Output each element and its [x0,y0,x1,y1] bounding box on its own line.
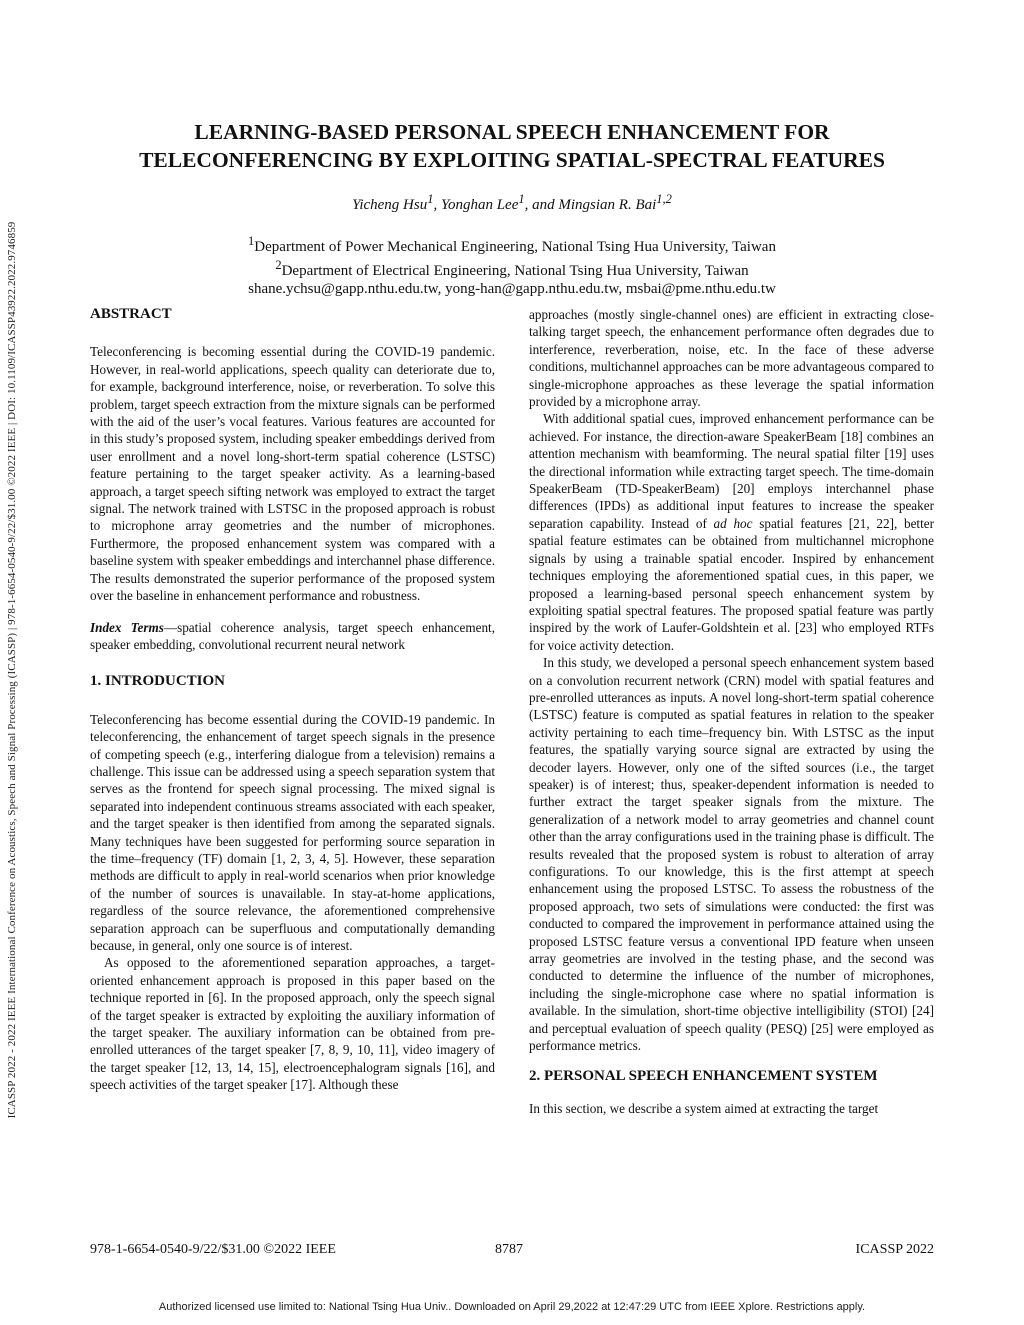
affiliation-2-sup: 2 [275,258,282,272]
index-terms-text: —spatial coherence analysis, target speech enhancement, speaker embedding, convolutional recurrent neural network [90,619,495,652]
left-column [90,306,495,1094]
index-terms-label: Index Terms [90,619,164,635]
intro-paragraph-5: In this study, we developed a personal speech enhancement system based on a convolution recurrent network (CRN) model with spatial features and pre-enrolled utterances as inputs. A novel long-short-term spatial coherence (LSTSC) feature is computed as spatial features in relation to the speaker activity pertaining to each time–frequency bin. With LSTSC as the input features, the spatially varying source signal are extracted by using the decoder layers. However, only one of the sifted sources (i.e., the target speaker) is of interest; thus, speaker-dependent information is needed to further extract the target speaker signals from the mixture. The generalization of a network model to array geometries and channel count other than the array configurations used in the training phase is difficult. The results revealed that the proposed system is robust to alteration of array configurations. To our knowledge, this is the first attempt at speech enhancement using the proposed LSTSC. To assess the robustness of the proposed approach, two sets of simulations were conducted: the first was conducted to compared the improvement in performance attained using the proposed LSTSC feature versus a conventional IPD feature when unseen array geometries are involved in the testing phase, and the second was conducted to determine the influence of the number of microphones, including the single-microphone case where no spatial information is available. In the simulation, short-time objective intelligibility (STOI) [24] and perceptual evaluation of speech quality (PESQ) [25] were employed as performance metrics. [529,655,934,1054]
section-2-heading: 2. PERSONAL SPEECH ENHANCEMENT SYSTEM [529,1068,878,1085]
abstract-text: Teleconferencing is becoming essential during the COVID-19 pandemic. However, in real-world applications, speech quality can deteriorate due to, for example, background interference, noise, or reverberation. To solve this problem, target speech extraction from the mixture signals can be performed with the aid of the user’s vocal features. Various features are accounted for in this study’s proposed system, including speaker embeddings derived from user enrollment and a novel long-short-term spatial coherence (LSTSC) feature pertaining to the target speaker activity. As a learning-based approach, a target speech sifting network was employed to extract the target signal. The network trained with LSTSC in the proposed approach is robust to microphone array geometries and the number of microphones. Furthermore, the proposed enhancement system was compared with a baseline system with speaker embeddings and interchannel phase difference. The results demonstrated the superior performance of the proposed system over the baseline in enhancement performance and robustness. [90,344,495,604]
footer-copyright: 978-1-6654-0540-9/22/$31.00 ©2022 IEEE [90,1242,336,1257]
intro-paragraph-4-part-b: spatial features [21, 22], better spatial feature estimates can be obtained from multichannel microphone signals by using a trainable spatial encoder. Inspired by enhancement techniques employing the aforementioned spatial cues, in this paper, we proposed a learning-based personal speech enhancement system by exploiting spatial spectral features. The proposed spatial feature was partly inspired by the work of Laufer-Goldshtein et al. [23] who employed RTFs for voice activity detection. [529,515,934,653]
author-list: Yicheng Hsu$^1$, Yonghan Lee$^1$, and Mingsian R. Bai$^{1,2}$ [352,192,672,213]
author-1: Yicheng Hsu [352,197,428,213]
section-2-paragraph-1: In this section, we describe a system aimed at extracting the target [529,1100,879,1116]
intro-paragraph-4-emphasis: ad hoc [713,515,753,531]
intro-paragraph-4-part-a: With additional spatial cues, improved enhancement performance can be achieved. For instance, the direction-aware SpeakerBeam [18] combines an attention mechanism with beamforming. The neural spatial filter [19] uses the directional information while extracting target speech. The time-domain SpeakerBeam (TD-SpeakerBeam) [20] employs interchannel phase differences (IPDs) as additional input features to increase the speaker separation capability. Instead of [529,411,934,531]
affiliation-2 [90,256,934,280]
license-notice: Authorized licensed use limited to: National Tsing Hua Univ.. Downloaded on April 29,2022 at 12:47:29 UTC from IEEE Xplore. Restrictions apply. [158,1301,866,1313]
author-3-sup: 1,2 [656,192,672,206]
affiliation-1-sup: 1 [248,234,255,248]
intro-paragraph-1: Teleconferencing has become essential during the COVID-19 pandemic. In teleconferencing, the enhancement of target speech signals in the presence of competing speech (e.g., interfering dialogue from a television) remains a challenge. This issue can be addressed using a speech separation system that serves as the frontend for speech signal processing. The mixed signal is separated into independent continuous streams associated with each speaker, and the target speaker is then identified from among the separated signals. Many techniques have been suggested for performing source separation in the time–frequency (TF) domain [1, 2, 3, 4, 5]. However, these separation methods are difficult to apply in real-world scenarios when prior knowledge of the number of sources is unavailable. In stay-at-home applications, regardless of the source relevance, the aforementioned comprehensive separation approach can be superfluous and computationally demanding because, in general, only one source is of interest. [90,711,495,953]
side-doi-note [2,130,22,1210]
author-2-sup: 1 [518,192,525,206]
right-column [529,306,934,1117]
affiliation-1 [90,232,934,256]
footer-page-number: 8787 [495,1242,523,1257]
intro-paragraph-4 [529,410,934,654]
title-line-2: TELECONFERENCING BY EXPLOITING SPATIAL-SPECTRAL FEATURES [139,148,885,172]
intro-paragraph-3: approaches (mostly single-channel ones) are efficient in extracting close-talking target speech, the enhancement performance often degrades due to interference, reverberation, noise, etc. In the face of these adverse conditions, multichannel approaches can be more advantageous compared to single-microphone approaches as these leverage the spatial information provided by a microphone array. [529,307,934,410]
affiliation-1-text: Department of Power Mechanical Engineering, National Tsing Hua University, Taiwan [254,239,776,255]
affiliations [90,232,934,298]
paper-title [90,118,934,174]
side-doi-text: ICASSP 2022 - 2022 IEEE International Conference on Acoustics, Speech and Signal Processing (ICASSP) | 978-1-6654-0540-9/22/$31.00 ©2022 IEEE | DOI: 10.1109/ICASSP43922.2022.9746859 [6,221,18,1119]
author-2: Yonghan Lee [440,197,519,213]
intro-heading: 1. INTRODUCTION [90,673,226,690]
abstract-heading: ABSTRACT [90,306,172,322]
author-emails: shane.ychsu@gapp.nthu.edu.tw, yong-han@gapp.nthu.edu.tw, msbai@pme.nthu.edu.tw [248,281,776,297]
footer-conference: ICASSP 2022 [855,1242,934,1257]
intro-paragraph-2: As opposed to the aforementioned separation approaches, a target-oriented enhancement approach is proposed in this paper based on the technique reported in [6]. In the proposed approach, only the speech signal of the target speaker is extracted by exploiting the auxiliary information of the target speaker. The auxiliary information can be obtained from pre-enrolled utterances of the target speaker [7, 8, 9, 10, 11], video imagery of the target speaker [12, 13, 14, 15], electroencephalogram signals [16], and speech activities of the target speaker [17]. Although these [90,955,495,1093]
author-3: Mingsian R. Bai [558,197,657,213]
index-terms [90,619,495,654]
title-line-1: LEARNING-BASED PERSONAL SPEECH ENHANCEMENT FOR [194,120,830,144]
author-1-sup: 1 [427,192,434,206]
affiliation-2-text: Department of Electrical Engineering, National Tsing Hua University, Taiwan [281,263,749,279]
author-and: and [532,197,555,213]
